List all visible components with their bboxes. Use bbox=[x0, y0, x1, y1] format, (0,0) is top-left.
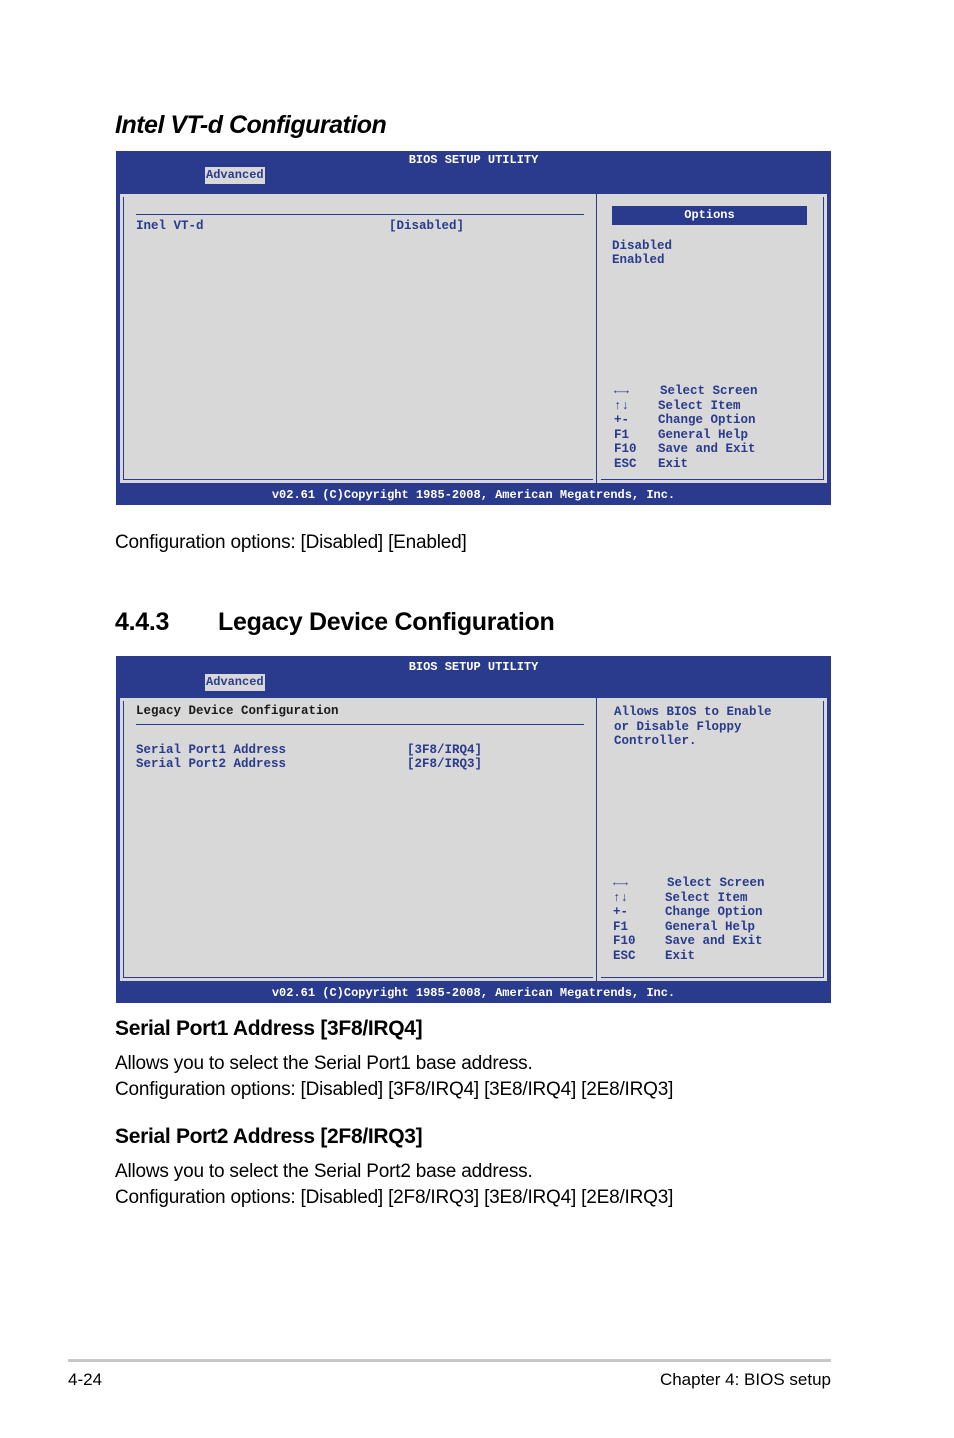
bios-screen-legacy bbox=[116, 656, 831, 1003]
option-enabled[interactable]: Enabled bbox=[612, 253, 665, 267]
key-action-change-option: Change Option bbox=[658, 413, 756, 428]
chapter-label: Chapter 4: BIOS setup bbox=[659, 1370, 831, 1389]
key-up-down: ↑↓ bbox=[613, 890, 629, 905]
key-f1: F1 bbox=[613, 919, 629, 934]
tab-advanced[interactable]: Advanced bbox=[206, 675, 264, 689]
key-plus-minus: +- bbox=[614, 413, 630, 428]
serial1-config-options: Configuration options: [Disabled] [3F8/IRQ4] [3E8/IRQ4] [2E8/IRQ3] bbox=[115, 1079, 674, 1100]
serial2-description: Allows you to select the Serial Port2 base address. bbox=[115, 1161, 533, 1182]
bios-settings-panel bbox=[120, 194, 597, 483]
setting-label-serial2[interactable]: Serial Port2 Address bbox=[136, 757, 287, 771]
bios-copyright-footer: v02.61 (C)Copyright 1985-2008, American Megatrends, Inc. bbox=[116, 486, 831, 505]
serial1-heading: Serial Port1 Address [3F8/IRQ4] bbox=[115, 1017, 423, 1040]
bios-help-panel bbox=[598, 194, 827, 483]
key-left-right: ←→ bbox=[613, 876, 629, 890]
key-action-general-help: General Help bbox=[665, 919, 756, 934]
bios-copyright-footer: v02.61 (C)Copyright 1985-2008, American Megatrends, Inc. bbox=[116, 984, 831, 1003]
bios-utility-title: BIOS SETUP UTILITY bbox=[408, 153, 539, 167]
vtd-config-options: Configuration options: [Disabled] [Enabled] bbox=[115, 532, 467, 553]
setting-value-serial2[interactable]: [2F8/IRQ3] bbox=[407, 757, 483, 771]
key-action-save-exit: Save and Exit bbox=[658, 442, 756, 457]
bios-utility-title: BIOS SETUP UTILITY bbox=[408, 660, 539, 674]
bios-body bbox=[119, 697, 828, 982]
section-number: 4.4.3 bbox=[115, 608, 170, 636]
key-f10: F10 bbox=[613, 934, 636, 949]
setting-value-serial1[interactable]: [3F8/IRQ4] bbox=[407, 743, 483, 757]
key-f10: F10 bbox=[614, 442, 637, 457]
key-up-down: ↑↓ bbox=[614, 398, 630, 413]
section-title-vtd: Intel VT-d Configuration bbox=[115, 111, 387, 139]
page-footer-rule bbox=[68, 1359, 831, 1362]
panel-divider bbox=[136, 724, 584, 725]
key-action-change-option: Change Option bbox=[665, 905, 763, 920]
bios-title-bar bbox=[116, 656, 831, 693]
setting-label-serial1[interactable]: Serial Port1 Address bbox=[136, 743, 287, 757]
key-action-exit: Exit bbox=[658, 456, 689, 471]
key-action-select-screen: Select Screen bbox=[660, 384, 758, 398]
key-left-right: ←→ bbox=[614, 384, 630, 398]
key-action-general-help: General Help bbox=[658, 427, 749, 442]
key-f1: F1 bbox=[614, 427, 630, 442]
key-esc: ESC bbox=[614, 456, 637, 471]
serial2-config-options: Configuration options: [Disabled] [2F8/IRQ3] [3E8/IRQ4] [2E8/IRQ3] bbox=[115, 1187, 674, 1208]
help-line-2: or Disable Floppy bbox=[614, 720, 742, 734]
option-disabled[interactable]: Disabled bbox=[612, 239, 673, 253]
options-header: Options bbox=[612, 206, 807, 225]
bios-help-panel bbox=[598, 698, 827, 981]
panel-divider bbox=[136, 214, 584, 215]
panel-title: Legacy Device Configuration bbox=[136, 704, 339, 718]
bios-screen-vtd bbox=[116, 151, 831, 505]
bios-settings-panel bbox=[120, 698, 597, 981]
key-action-select-screen: Select Screen bbox=[667, 876, 765, 890]
key-plus-minus: +- bbox=[613, 905, 629, 920]
key-esc: ESC bbox=[613, 948, 636, 963]
bios-body bbox=[119, 193, 828, 484]
key-legend bbox=[613, 876, 765, 964]
section-title-legacy bbox=[115, 608, 554, 637]
key-action-exit: Exit bbox=[665, 948, 696, 963]
setting-label-vtd[interactable]: Inel VT-d bbox=[136, 219, 204, 233]
bios-title-bar bbox=[116, 151, 831, 188]
setting-value-vtd[interactable]: [Disabled] bbox=[389, 219, 465, 233]
help-line-3: Controller. bbox=[614, 734, 697, 748]
serial2-heading: Serial Port2 Address [2F8/IRQ3] bbox=[115, 1125, 423, 1148]
key-legend bbox=[614, 384, 758, 472]
key-action-select-item: Select Item bbox=[665, 890, 748, 905]
key-action-select-item: Select Item bbox=[658, 398, 741, 413]
page-number: 4-24 bbox=[68, 1370, 103, 1389]
key-action-save-exit: Save and Exit bbox=[665, 934, 763, 949]
help-line-1: Allows BIOS to Enable bbox=[614, 705, 772, 719]
section-title-text: Legacy Device Configuration bbox=[218, 608, 555, 636]
serial1-description: Allows you to select the Serial Port1 base address. bbox=[115, 1053, 533, 1074]
tab-advanced[interactable]: Advanced bbox=[206, 168, 264, 182]
